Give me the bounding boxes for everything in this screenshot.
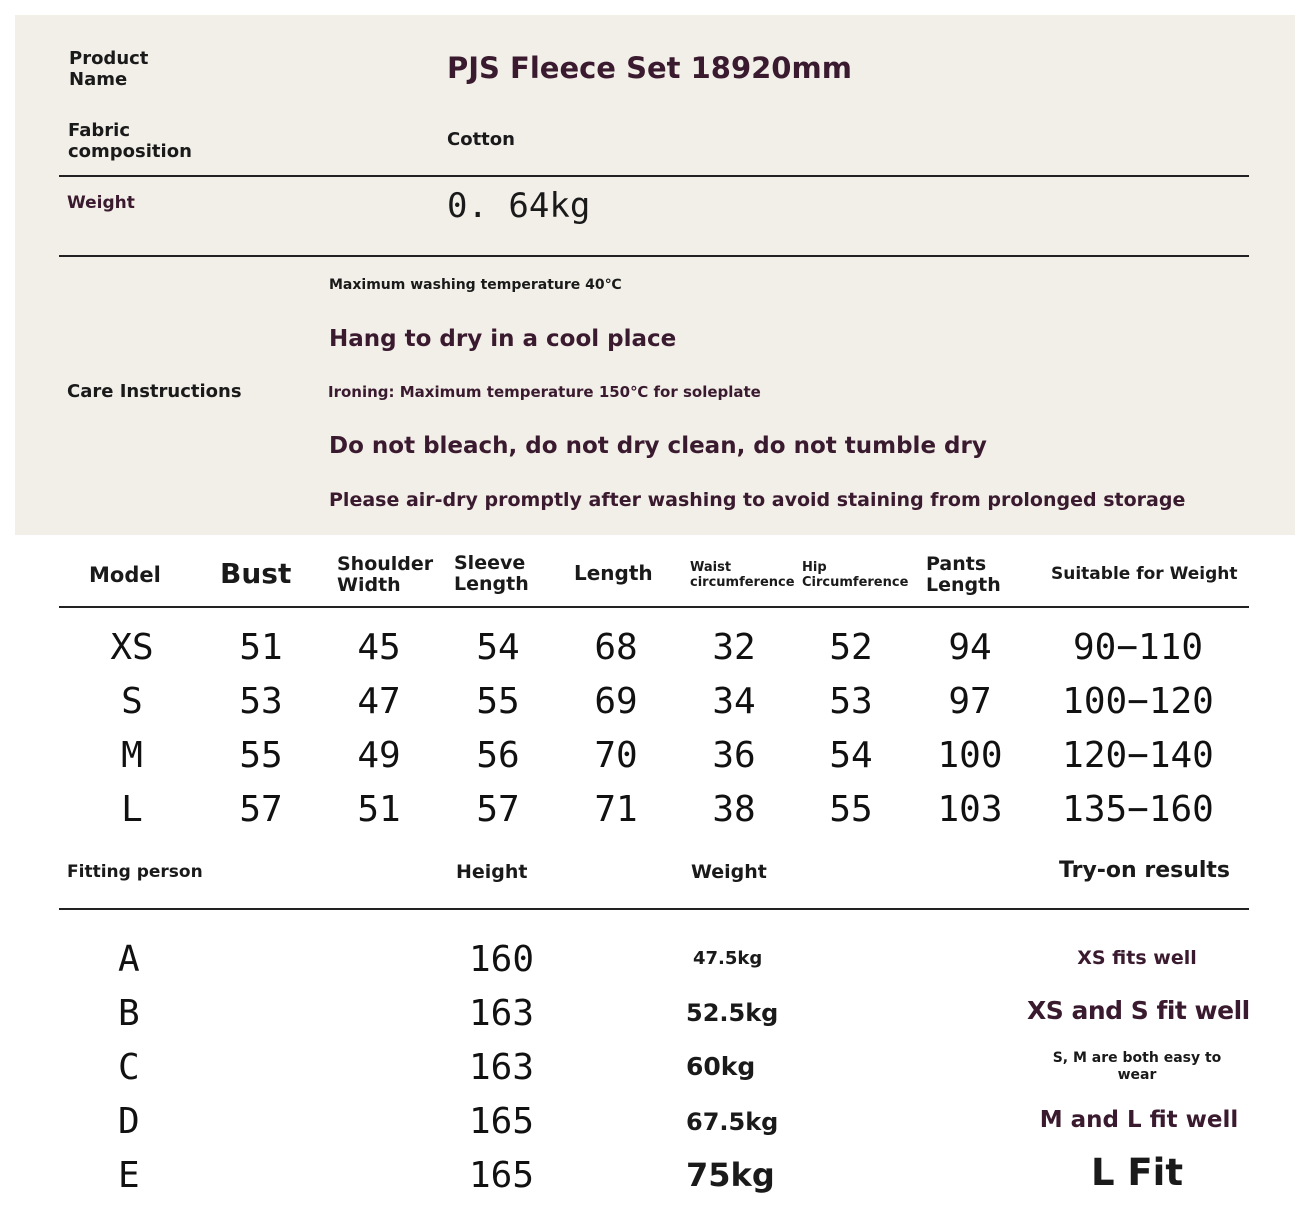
size-cell-model: XS — [110, 627, 154, 668]
col-header-hip-line1: Hip — [802, 560, 827, 575]
col-header-sleeve — [454, 553, 529, 595]
size-cell-pants: 94 — [948, 627, 992, 668]
col-header-waist — [690, 560, 795, 590]
size-cell-length: 69 — [594, 681, 638, 722]
size-cell-model: L — [121, 789, 143, 830]
fitting-header-height: Height — [456, 861, 528, 883]
product-name-label: Product Name — [69, 48, 149, 90]
col-header-length: Length — [574, 561, 653, 585]
fabric-label: Fabric composition — [68, 120, 192, 162]
size-cell-pants: 97 — [948, 681, 992, 722]
care-label: Care Instructions — [67, 381, 242, 402]
col-header-hip — [802, 560, 908, 590]
fitting-weight: 47.5kg — [693, 948, 763, 969]
size-cell-waist: 32 — [712, 627, 756, 668]
size-cell-weight: 120−140 — [1062, 735, 1214, 776]
col-header-pants — [926, 554, 1001, 596]
size-cell-bust: 55 — [239, 735, 283, 776]
size-cell-waist: 38 — [712, 789, 756, 830]
col-header-pants-line1: Pants — [926, 553, 987, 575]
col-header-pants-line2: Length — [926, 574, 1001, 596]
fitting-height: 160 — [469, 939, 535, 980]
care-line: Do not bleach, do not dry clean, do not tumble dry — [329, 433, 987, 459]
fitting-result: M and L fit well — [1039, 1107, 1239, 1133]
fitting-person: E — [118, 1155, 140, 1196]
size-cell-hip: 55 — [829, 789, 873, 830]
size-cell-weight: 135−160 — [1062, 789, 1214, 830]
size-row — [0, 627, 1310, 671]
fitting-height: 165 — [469, 1101, 535, 1142]
size-cell-bust: 53 — [239, 681, 283, 722]
weight-label: Weight — [67, 193, 135, 213]
size-cell-shoulder: 47 — [357, 681, 401, 722]
fitting-result: L Fit — [1090, 1151, 1184, 1194]
fitting-header-weight: Weight — [691, 861, 767, 883]
fitting-header-person: Fitting person — [67, 862, 203, 882]
fitting-result: XS and S fit well — [1027, 996, 1250, 1025]
col-header-bust: Bust — [220, 557, 292, 590]
col-header-model: Model — [89, 563, 161, 587]
fitting-height: 163 — [469, 1047, 535, 1088]
size-cell-waist: 34 — [712, 681, 756, 722]
col-header-suitable-weight: Suitable for Weight — [1051, 564, 1238, 584]
size-cell-sleeve: 57 — [476, 789, 520, 830]
size-cell-hip: 54 — [829, 735, 873, 776]
size-cell-model: S — [121, 681, 143, 722]
size-cell-bust: 57 — [239, 789, 283, 830]
fitting-height: 163 — [469, 993, 535, 1034]
size-row — [0, 681, 1310, 725]
size-row — [0, 735, 1310, 779]
size-cell-shoulder: 45 — [357, 627, 401, 668]
size-cell-sleeve: 55 — [476, 681, 520, 722]
col-header-sleeve-line1: Sleeve — [454, 552, 526, 574]
care-line: Ironing: Maximum temperature 150℃ for soleplate — [328, 383, 761, 401]
size-row — [0, 789, 1310, 833]
fitting-height: 165 — [469, 1155, 535, 1196]
fitting-weight: 52.5kg — [686, 999, 779, 1027]
col-header-waist-line1: Waist — [690, 560, 732, 575]
col-header-hip-line2: Circumference — [802, 575, 909, 590]
col-header-shoulder-line1: Shoulder — [337, 553, 434, 575]
fitting-weight: 67.5kg — [686, 1108, 779, 1136]
size-cell-hip: 52 — [829, 627, 873, 668]
divider — [59, 175, 1249, 177]
size-cell-sleeve: 54 — [476, 627, 520, 668]
size-cell-length: 70 — [594, 735, 638, 776]
weight-value: 0. 64kg — [447, 186, 591, 226]
fitting-header-result: Try-on results — [1059, 858, 1231, 883]
fitting-person: C — [118, 1047, 140, 1088]
care-line: Please air-dry promptly after washing to avoid staining from prolonged storage — [329, 489, 1186, 511]
fitting-person: D — [118, 1101, 140, 1142]
fitting-person: B — [118, 993, 140, 1034]
size-cell-shoulder: 49 — [357, 735, 401, 776]
size-cell-weight: 90−110 — [1072, 627, 1204, 668]
size-cell-bust: 51 — [239, 627, 283, 668]
divider — [59, 606, 1249, 608]
size-cell-pants: 103 — [937, 789, 1003, 830]
col-header-shoulder — [337, 554, 433, 596]
divider — [59, 908, 1249, 910]
col-header-shoulder-line2: Width — [337, 574, 401, 596]
fitting-weight: 75kg — [686, 1156, 775, 1194]
size-cell-length: 71 — [594, 789, 638, 830]
size-cell-model: M — [121, 735, 143, 776]
size-cell-waist: 36 — [712, 735, 756, 776]
care-line: Maximum washing temperature 40℃ — [329, 277, 622, 293]
size-cell-pants: 100 — [937, 735, 1003, 776]
size-cell-hip: 53 — [829, 681, 873, 722]
product-name-value: PJS Fleece Set 18920mm — [447, 51, 852, 85]
size-cell-sleeve: 56 — [476, 735, 520, 776]
fitting-result: S, M are both easy to wear — [1052, 1050, 1222, 1083]
care-line: Hang to dry in a cool place — [329, 326, 677, 352]
col-header-sleeve-line2: Length — [454, 573, 529, 595]
fitting-result: XS fits well — [1077, 947, 1197, 969]
size-cell-weight: 100−120 — [1062, 681, 1214, 722]
fabric-value: Cotton — [447, 129, 515, 150]
col-header-waist-line2: circumference — [690, 575, 795, 590]
fitting-weight: 60kg — [686, 1052, 756, 1081]
fitting-person: A — [118, 939, 140, 980]
size-cell-length: 68 — [594, 627, 638, 668]
divider — [59, 255, 1249, 257]
size-cell-shoulder: 51 — [357, 789, 401, 830]
